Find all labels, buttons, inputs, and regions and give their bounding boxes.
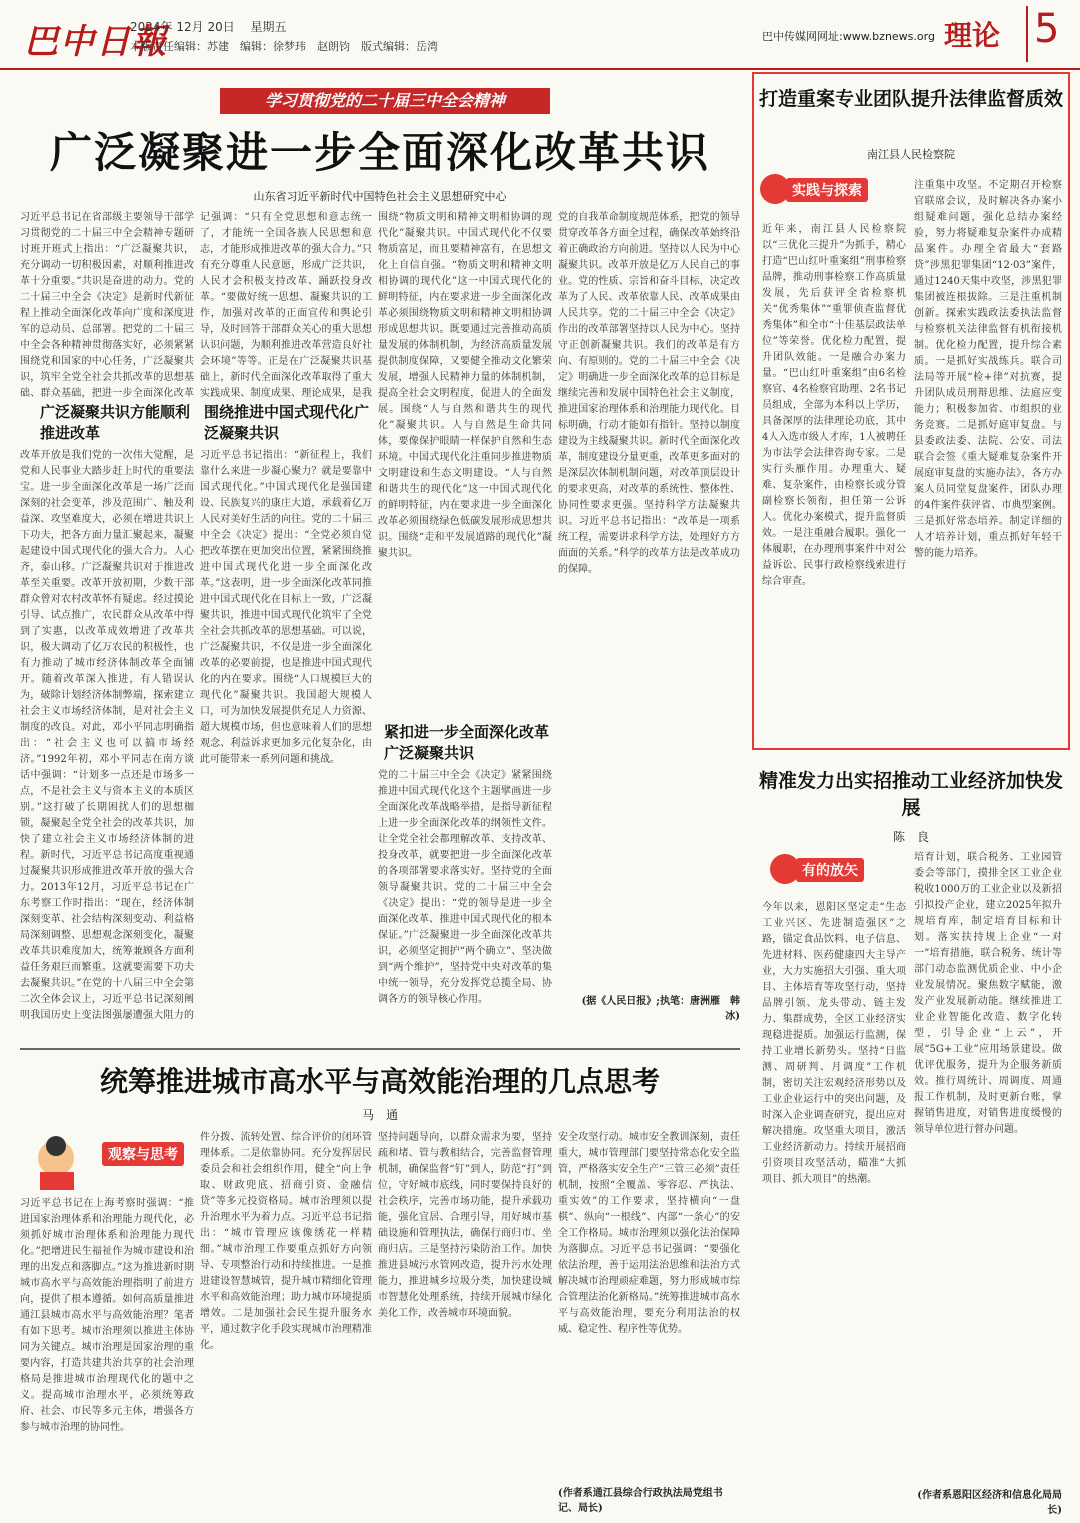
article1-col3: 围绕“物质文明和精神文明相协调的现代化”凝聚共识。中国式现代化不仅要物质富足，而且要精神富有，在思想文化上自信自强。“物质文明和精神文明相协调的现代化”这一中国式现代化的鲜明特征，内在要求进一步全面深化改革必须围绕物质文明和精神文明相协调形成思想共识。既要通过完善推动高质量发展的体制机制，为经济高质量发展提供制度保障，又要健全推动文化繁荣发展，增强人民精神力量的体制机制，提高全社会文明程度，促进人的全面发展。围绕“人与自然和谐共生的现代化”凝聚共识。人与自然是生命共同体，要像保护眼睛一样保护自然和生态环境。中国式现代化注重同步推进物质文明建设和生态文明建设。“人与自然和谐共生的现代化”这一中国式现代化的鲜明特征，内在要求进一步全面深化改革必须围绕绿色低碳发展形成思想共识。围绕“走和平发展道路的现代化”凝聚共识。 (378, 212, 552, 559)
article1-col1b: 改革开放是我们党的一次伟大觉醒，是党和人民事业大踏步赶上时代的重要法宝。进一步全面深化改革是一场广泛而深刻的社会变革，涉及范围广、触及利益深、攻坚难度大，必须在增进共识上下功夫，把各方面力量汇聚起来，凝聚起建设中国式现代化的强大合力。人心齐，泰山移。广泛凝聚共识对于推进改革至关重要。改革开放初期，少数干部群众曾对农村改革怀有疑虑。经过摸论引导、试点推广，农民群众从改革中得到了实惠，以改革成效增进了改革共识，极大调动了亿万农民的积极性，也有力推动了城市经济体制改革全面铺开。随着改革深入推进，有人错误认为，破除计划经济体制弊端，探索建立社会主义市场经济体制，是对社会主义制度的改良。对此，邓小平同志明确指出：“社会主义也可以搞市场经济。”1992年初，邓小平同志在南方谈话中强调：“计划多一点还是市场多一点，不是社会主义与资本主义的本质区别。”这打破了长期困扰人们的思想枷锁，凝聚起全党全社会的改革共识，加快了建立社会主义市场经济体制的进程。新时代，习近平总书记高度重视通过凝聚共识形成推进改革开放的强大合力。2013年12月，习近平总书记在广东考察工作时指出：“现在，经济体制深刻变革、社会结构深刻变动、利益格局深刻调整、思想观念深刻变化，凝聚改革共识难度加大，统筹兼顾各方面利益任务艰巨而繁重。这就要需要下功夫去凝聚共识。”在党的十八届三中全会第二次全体会议上，习近平总书记深刻阐明我国历史上变法图强屡遭强大阻力的 (20, 450, 194, 1021)
article3-author: 陈 良 (892, 830, 929, 844)
article1-col3b: 党的二十届三中全会《决定》紧紧围绕推进中国式现代化这个主题擘画进一步全面深化改革战略举措，是指导新征程上进一步全面深化改革的纲领性文件。让全党全社会都理解改革、支持改革、投身改革，就要把进一步全面深化改革的各项部署要求落实好。坚持党的全面领导凝聚共识。党的二十届三中全会《决定》提出：“党的领导是进一步全面深化改革、推进中国式现代化的根本保证。”广泛凝聚进一步全面深化改革共识，必须坚定拥护“两个确立”、坚决做到“两个维护”，坚持党中央对改革的集中统一领导，充分发挥党总揽全局、协调各方的领导核心作用。 (378, 770, 552, 1005)
article1-author: 山东省习近平新时代中国特色社会主义思想研究中心 (253, 190, 507, 203)
article1-col4: 党的自我革命制度规范体系，把党的领导贯穿改革各方面全过程，确保改革始终沿着正确政治方向前进。坚持以人民为中心凝聚共识。改革开放是亿万人民自己的事业。党的性质、宗旨和奋斗目标，决定改革为了人民、改革依靠人民、改革成果由人民共享。党的二十届三中全会《决定》作出的改革部署坚持以人民为中心。坚持守正创新凝聚共识。我们的改革是有方向、有原则的。党的二十届三中全会《决定》明确进一步全面深化改革的总目标是继续完善和发展中国特色社会主义制度，推进国家治理体系和治理能力现代化。目标明确，行动才能如有指针。坚持以制度建设为主线凝聚共识。新时代全面深化改革，制度建设分量更重，改革更多面对的是深层次体制机制问题，对改革顶层设计的要求更高，对改革的系统性、整体性、协同性要求更强。坚持科学方法凝聚共识。习近平总书记指出：“改革是一项系统工程，需要讲求科学方法，处理好方方面面的关系。”科学的改革方法是改革成功的保障。 (558, 212, 740, 575)
section-name: 理论 (944, 19, 1001, 52)
practice-tag-icon: 实践与探索 (760, 170, 870, 216)
website-link[interactable]: 巴中传媒网网址:www.bznews.org (762, 30, 935, 43)
article2-author: 南江县人民检察院 (867, 148, 955, 161)
page-number: 5 (1026, 6, 1066, 62)
article2-col1: 近年来，南江县人民检察院以“三优化三提升”为抓手，精心打造“巴山红叶重案组”刑事检察品牌，推动刑事检察工作高质量发展，先后获评全省检察机关“优秀集体”“重罪侦查监督优秀集体”和全市“十佳基层政法单位”等荣誉。优化检力配置，提升团队效能。一是融合办案力量。“巴山红叶重案组”由6名检察官、4名检察官助理、2名书记员组成，全部为本科以上学历，具备深厚的法律理论功底，其中4人入选市级人才库，1人被聘任为市法学会法律咨询专家。二是实行头雁作用。办理重大、疑难、复杂案件，由检察长或分管副检察长领衔，担任第一公诉人。优化办案模式，提升监督质效。一是注重融合履职。强化一体履职，在办理刑事案件中对公益诉讼、民事行政检察线索进行综合审查。 (762, 224, 906, 587)
series-banner: 学习贯彻党的二十届三中全会精神 (220, 88, 550, 114)
article1-col1: 习近平总书记在省部级主要领导干部学习贯彻党的二十届三中全会精神专题研讨班开班式上指出：“广泛凝聚共识，充分调动一切积极因素，对顺利推进改革十分重要。”共识是奋进的动力。党的二十届三中全会《决定》是新时代新征程上推动全面深化改革向广度和深度进军的总动员、总部署。把党的二十届三中全会各种精神贯彻落实好，必须紧紧围绕党和国家的中心任务，广泛凝聚共识，筑牢全党全社会共抓改革的思想基础、群众基础，把进一步全面深化改革 (20, 212, 194, 398)
article1-subhead1: 广泛凝聚共识方能顺利推进改革 (40, 403, 191, 442)
article4-title: 统筹推进城市高水平与高效能治理的几点思考 (99, 1065, 660, 1098)
article4-col3: 坚持问题导向，以群众需求为要，坚持疏和堵、管与教相结合，完善监督管理机制，确保监督“钉”到人，防范“打”到位，守好城市底线，同时要保持良好的社会秩序，完善市场功能，提升承载功能，强化宜居、合理引导，用好城市基础设施和管理执法，确保行商归市、坐商归店。三是坚持污染防治工作。加快推进县城污水管网改造，提升污水处理能力，推进城乡垃圾分类，加快建设城市智慧化处理系统，持续开展城市绿化美化工作，改善城市环境面貌。 (378, 1132, 552, 1319)
article1-subhead3: 紧扣进一步全面深化改革广泛凝聚共识 (384, 723, 550, 762)
article2-title: 打造重案专业团队提升法律监督质效 (758, 88, 1063, 110)
article2-col2: 注重集中攻坚。不定期召开检察官联席会议，及时解决各办案小组疑难问题，强化总结办案经验，努力将疑难复杂案件办成精品案件。办理全省最大“套路贷”涉黑犯罪集团“12·03”案件，通过1240天集中攻坚，涉黑犯罪集团被连根拔除。三是注重机制创新。探索实践政法委执法监督与检察机关法律监督有机衔接机制。优化检力配置，提升综合素质。一是抓好实战练兵。联合司法局等开展“检+律”对抗赛，提升团队成员刑辩思维、法庭应变能力；积极参加省、市组织的业务竞赛。二是抓好庭审复盘。与县委政法委、法院、公安、司法联合会签《重大疑难复杂案件开展庭审复盘的实施办法》，各方办案人员同堂复盘案件，团队办理的4件案件获评省、市典型案例。三是抓好常态培养。制定详细的人才培养计划，重点抓好年轻干警的能力培养。 (914, 180, 1062, 559)
article1-subhead2: 围绕推进中国式现代化广泛凝聚共识 (204, 403, 370, 442)
article4-col4: 安全攻坚行动。城市安全教训深刻，责任重大，城市管理部门要坚持常态化安全监管，严格落实安全生产“三管三必须”责任机制，按照“全覆盖、零容忍、严执法、重实效”的工作要求，坚持横向“一盘棋”、纵向“一根线”、内部“一条心”的安全工作格局。城市治理须以强化法治保障为落脚点。习近平总书记强调：“要强化依法治理，善于运用法治思维和法治方式解决城市治理顽症难题，努力形成城市综合管理法治化新格局。”统筹推进城市高水平与高效能治理，要充分利用法治的权威、稳定性、程序性等优势。 (558, 1132, 740, 1335)
article1-col2: 记强调：“只有全党思想和意志统一了，才能统一全国各族人民思想和意志，才能形成推进改革的强大合力。”只有充分尊重人民意愿，形成广泛共识，人民才会积极支持改革、踊跃投身改革。“要做好统一思想、凝聚共识的工作，加强对改革的正面宣传和舆论引导，及时回答干部群众关心的重大思想认识问题，为顺利推进改革营造良好社会环境”等等。正是在广泛凝聚共识基础上，新时代全面深化改革取得了重大实践成果、制度成果、理论成果，是我 (200, 212, 372, 398)
article3-col1: 今年以来，恩阳区坚定走“生态工业兴区、先进制造强区”之路，锚定食品饮料、电子信息、先进材料、医药健康四大主导产业，大力实施招大引强、重大项目、主体培育等攻坚行动，坚持品牌引领、龙头带动、链主发力、集群成势，全区工业经济实现稳进提质。加强运行监测，保持工业增长新势头。坚持“日监测、周研判、月调度”工作机制，密切关注宏观经济形势以及工业企业运行中的突出问题，及时深入企业调查研究，提出应对解决措施。攻坚重大项目，激活工业经济新动力。持续开展招商引资项目攻坚活动，瞄准“大抓项目、抓大项目”的热潮。 (762, 902, 906, 1185)
article3-col2: 培育计划，联合税务、工业园管委会等部门，摸排全区工业企业税收1000万的工业企业以及新招引拟投产企业，建立2025年拟升规培育库，制定培育目标和计划。落实扶持规上企业“一对一”培育措施，联合税务、统计等部门动态监测优质企业、中小企业发展情况。聚焦数字赋能，激发产业发展新动能。继续推进工业企业智能化改造、数字化转型，引导企业“上云”，开展“5G+工业”应用场景建设。做优评优服务，提升为企服务新质效。推行周统计、周调度、周通报工作机制，及时更新台账，掌握销售进度，对销售进度缓慢的领导单位进行督办问题。 (914, 852, 1062, 1135)
article1-col2b: 习近平总书记指出：“新征程上，我们靠什么来进一步凝心聚力？就是要靠中国式现代化。”中国式现代化是强国建设、民族复兴的康庄大道，承载着亿万人民对美好生活的向往。党的二十届三中全会《决定》提出：“全党必须自觉把改革摆在更加突出位置，紧紧围绕推进中国式现代化进一步全面深化改革。”这表明，进一步全面深化改革同推进中国式现代化在目标上一致，广泛凝聚共识，推进中国式现代化筑牢了全党全社会共抓改革的思想基础。可以说，广泛凝聚共识，不仅是进一步全面深化改革的必要前提，也是推进中国式现代化的内在要求。围绕“人口规模巨大的现代化”凝聚共识。我国超大规模人口，可为加快发展提供充足人力资源、超大规模市场，但也意味着人们的思想观念、利益诉求更加多元化复杂化，由此可能带来一系列问题和挑战。 (200, 450, 372, 765)
article4-author: 马 通 (361, 1108, 398, 1122)
newspaper-logo: 巴中日報 (24, 22, 168, 62)
editor-credits: 本版责任编辑：苏建 编辑：徐梦玮 赵朗钧 版式编辑：岳湾 (130, 40, 438, 53)
article1-title: 广泛凝聚进一步全面深化改革共识 (49, 128, 710, 177)
observe-tag-icon: 观察与思考 (34, 1128, 154, 1190)
article3-title: 精准发力出实招推动工业经济加快发展 (758, 770, 1063, 819)
article4-col2: 件分拨、流转处置、综合评价的闭环管理体系。二是依靠协同。充分发挥居民委员会和社会组织作用，健全“向上争取、财政兜底、招商引资、金融信贷”等多元投资格局。城市治理须以提升治理水平为着力点。习近平总书记指出：“城市管理应该像绣花一样精细。”城市治理工作要重点抓好方向领导、专项整治行动和持续推进。一是推进建设智慧城管，提升城市精细化管理水平和高效能治理；助力城市环境提质增效。二是加强社会民生提升服务水平，通过数字化手段实现城市治理精准化。 (200, 1132, 372, 1351)
section-divider (20, 1048, 740, 1050)
target-tag-icon: 有的放矢 (770, 850, 880, 896)
issue-date: 2024年 12月 20日 星期五 (130, 20, 287, 34)
article4-col1: 习近平总书记在上海考察时强调：“推进国家治理体系和治理能力现代化，必须抓好城市治理体系和治理能力现代化。”把增进民生福祉作为城市建设和治理的出发点和落脚点。”这为推进新时期城市高水平与高效能治理指明了前进方向，提供了根本遵循。如何高质量推进通江县城市高水平与高效能治理？笔者有如下思考。城市治理须以推进主体协同为关键点。城市治理是国家治理的重要内容，打造共建共治共享的社会治理格局是推进城市治理现代化的题中之义。提高城市治理水平，必须统筹政府、社会、市民等多元主体，增强各方参与城市治理的协同性。 (20, 1198, 194, 1433)
article3-source: (作者系恩阳区经济和信息化局局长) (917, 1490, 1062, 1516)
article1-source: (据《人民日报》;执笔：唐洲雁 韩冰) (581, 996, 740, 1022)
article4-source: (作者系通江县综合行政执法局党组书记、局长) (558, 1488, 723, 1514)
masthead (0, 0, 1080, 70)
